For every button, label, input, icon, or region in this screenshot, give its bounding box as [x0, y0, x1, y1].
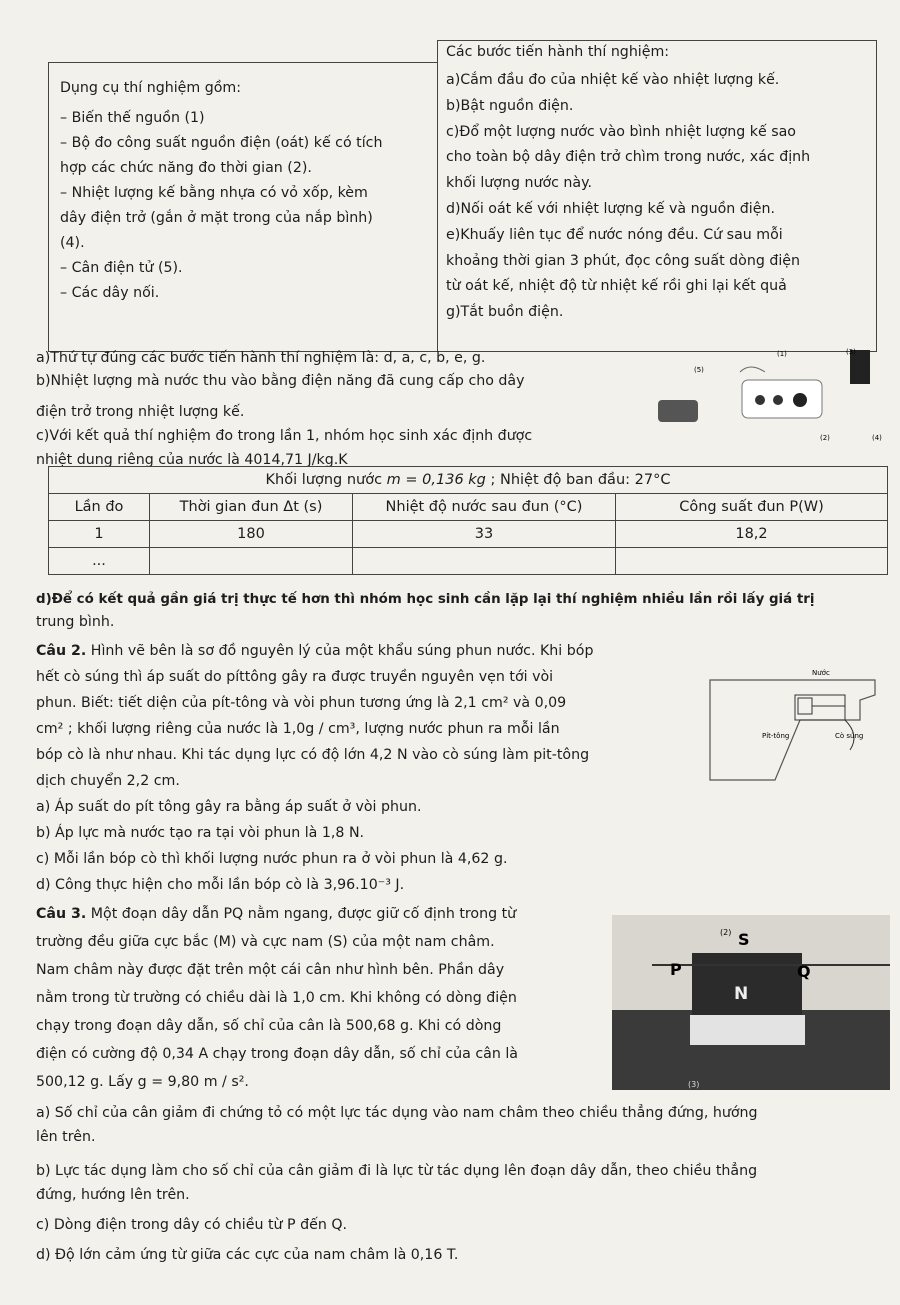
- question-2-line: dịch chuyển 2,2 cm.: [36, 773, 180, 789]
- table-cell: 180: [150, 521, 353, 548]
- question-3-line: 500,12 g. Lấy g = 9,80 m / s².: [36, 1074, 249, 1090]
- table-cell: [150, 548, 353, 575]
- table-cell: [353, 548, 616, 575]
- step-line: từ oát kế, nhiệt độ từ nhiệt kế rồi ghi lại kết quả: [446, 278, 787, 295]
- magnet-balance-figure: [612, 915, 890, 1090]
- water-gun-figure: [700, 660, 895, 785]
- q3-stmt-c: c) Dòng điện trong dây có chiều từ P đến Q.: [36, 1217, 348, 1233]
- equipment-line: hợp các chức năng đo thời gian (2).: [60, 160, 312, 176]
- question-3-line: Một đoạn dây dẫn PQ nằm ngang, được giữ cố định trong từ: [86, 906, 517, 922]
- question-3-line: trường đều giữa cực bắc (M) và cực nam (S) của một nam châm.: [36, 934, 495, 950]
- table-cell: 33: [353, 521, 616, 548]
- gun-label-trigger: Cò súng: [835, 732, 864, 740]
- apparatus-label-4: (4): [872, 434, 882, 442]
- step-line: c)Đổ một lượng nước vào bình nhiệt lượng kế sao: [446, 123, 796, 140]
- table-cell: ...: [49, 548, 150, 575]
- gun-label-piston: Pít-tông: [762, 732, 790, 740]
- equipment-line: – Cân điện tử (5).: [60, 260, 183, 276]
- column-header: Lần đo: [49, 494, 150, 521]
- apparatus-label-3: (3): [846, 348, 856, 356]
- table-header-row: [49, 467, 888, 494]
- magnet-label-two: (2): [720, 928, 732, 937]
- step-line: khối lượng nước này.: [446, 175, 593, 192]
- question-2-stmt: b) Áp lực mà nước tạo ra tại vòi phun là 1,8 N.: [36, 825, 365, 841]
- gun-label-water: Nước: [812, 669, 830, 677]
- q3-stmt-a-line1: a) Số chỉ của cân giảm đi chứng tỏ có một lực tác dụng vào nam châm theo chiều thẳng đứng, hướng: [36, 1105, 758, 1121]
- step-line: g)Tắt buồn điện.: [446, 304, 564, 321]
- question-2-title: Câu 2.: [36, 643, 87, 659]
- magnet-label-n: N: [734, 984, 749, 1004]
- question-2-stmt: c) Mỗi lần bóp cò thì khối lượng nước phun ra ở vòi phun là 4,62 g.: [36, 851, 508, 867]
- question-2: [36, 638, 696, 898]
- apparatus-figure: [650, 342, 890, 442]
- equipment-line: (4).: [60, 235, 85, 251]
- steps-title: Các bước tiến hành thí nghiệm:: [446, 44, 670, 60]
- question-2-stmt: a) Áp suất do pít tông gây ra bằng áp suất ở vòi phun.: [36, 799, 422, 815]
- equipment-list: [60, 106, 435, 306]
- q3-stmt-d: d) Độ lớn cảm ứng từ giữa các cực của nam châm là 0,16 T.: [36, 1247, 459, 1263]
- results-table: [48, 466, 888, 575]
- equipment-line: – Biến thế nguồn (1): [60, 110, 205, 126]
- q3-stmt-a-line2: lên trên.: [36, 1129, 96, 1145]
- stmt-c-line1: c)Với kết quả thí nghiệm đo trong lần 1, nhóm học sinh xác định được: [36, 428, 533, 444]
- equipment-line: dây điện trở (gắn ở mặt trong của nắp bình): [60, 210, 373, 226]
- apparatus-label-5: (5): [694, 366, 704, 374]
- column-header: Công suất đun P(W): [616, 494, 888, 521]
- stmt-a: a)Thứ tự đúng các bước tiến hành thí nghiệm là: d, a, c, b, e, g.: [36, 350, 486, 366]
- step-line: b)Bật nguồn điện.: [446, 97, 574, 114]
- apparatus-label-1: (1): [777, 350, 787, 358]
- column-header: Thời gian đun Δt (s): [150, 494, 353, 521]
- step-line: a)Cắm đầu đo của nhiệt kế vào nhiệt lượng kế.: [446, 72, 780, 88]
- stmt-d-line1: d)Để có kết quả gần giá trị thực tế hơn thì nhóm học sinh cần lặp lại thí nghiệm nhiều lần rồi lấy giá trị: [36, 592, 815, 607]
- question-2-line: cm² ; khối lượng riêng của nước là 1,0g / cm³, lượng nước phun ra mỗi lần: [36, 721, 560, 737]
- table-column-row: [49, 494, 888, 521]
- table-cell: 18,2: [616, 521, 888, 548]
- column-header: Nhiệt độ nước sau đun (°C): [353, 494, 616, 521]
- stmt-d-line2: trung bình.: [36, 614, 115, 630]
- question-2-line: bóp cò là như nhau. Khi tác dụng lực có độ lớn 4,2 N vào cò súng làm pit-tông: [36, 747, 590, 763]
- equipment-title: Dụng cụ thí nghiệm gồm:: [60, 80, 242, 96]
- equipment-line: – Các dây nối.: [60, 285, 160, 301]
- q3-stmt-b-line2: đứng, hướng lên trên.: [36, 1187, 190, 1203]
- step-line: cho toàn bộ dây điện trở chìm trong nước, xác định: [446, 149, 811, 166]
- step-line: khoảng thời gian 3 phút, đọc công suất dòng điện: [446, 252, 801, 269]
- magnet-label-s: S: [738, 930, 750, 949]
- stmt-c-line2: nhiệt dung riêng của nước là 4014,71 J/kg.K: [36, 452, 348, 468]
- step-line: d)Nối oát kế với nhiệt lượng kế và nguồn điện.: [446, 200, 775, 217]
- question-3-title: Câu 3.: [36, 906, 87, 922]
- balance-label-three: (3): [688, 1080, 700, 1089]
- table-row: [49, 521, 888, 548]
- step-line: e)Khuấy liên tục để nước nóng đều. Cứ sau mỗi: [446, 226, 783, 243]
- question-2-line: Hình vẽ bên là sơ đồ nguyên lý của một khẩu súng phun nước. Khi bóp: [86, 643, 594, 659]
- wire-label-p: P: [670, 960, 682, 979]
- apparatus-label-2: (2): [820, 434, 830, 442]
- question-2-line: hết cò súng thì áp suất do píttông gây ra được truyền nguyên vẹn tới vòi: [36, 669, 554, 685]
- table-cell: [616, 548, 888, 575]
- question-2-line: phun. Biết: tiết diện của pít-tông và vòi phun tương ứng là 2,1 cm² và 0,09: [36, 695, 567, 711]
- question-3-line: nằm trong từ trường có chiều dài là 1,0 cm. Khi không có dòng điện: [36, 990, 517, 1006]
- question-3-line: chạy trong đoạn dây dẫn, số chỉ của cân là 500,68 g. Khi có dòng: [36, 1018, 502, 1034]
- question-3: [36, 900, 636, 1096]
- table-header: Khối lượng nước m = 0,136 kg ; Nhiệt độ ban đầu: 27°C: [49, 467, 888, 494]
- wire-label-q: Q: [797, 962, 811, 981]
- q3-stmt-b-line1: b) Lực tác dụng làm cho số chỉ của cân giảm đi là lực từ tác dụng lên đoạn dây dẫn, theo chiều thẳng: [36, 1163, 758, 1179]
- question-3-line: Nam châm này được đặt trên một cái cân như hình bên. Phần dây: [36, 962, 505, 978]
- table-row: [49, 548, 888, 575]
- stmt-b-line2: điện trở trong nhiệt lượng kế.: [36, 404, 245, 420]
- question-3-line: điện có cường độ 0,34 A chạy trong đoạn dây dẫn, số chỉ của cân là: [36, 1046, 518, 1062]
- stmt-b-line1: b)Nhiệt lượng mà nước thu vào bằng điện năng đã cung cấp cho dây: [36, 373, 525, 389]
- table-cell: 1: [49, 521, 150, 548]
- equipment-line: – Bộ đo công suất nguồn điện (oát) kế có tích: [60, 135, 383, 151]
- steps-list: [446, 68, 876, 326]
- equipment-line: – Nhiệt lượng kế bằng nhựa có vỏ xốp, kèm: [60, 185, 368, 201]
- question-2-stmt: d) Công thực hiện cho mỗi lần bóp cò là 3,96.10⁻³ J.: [36, 877, 405, 893]
